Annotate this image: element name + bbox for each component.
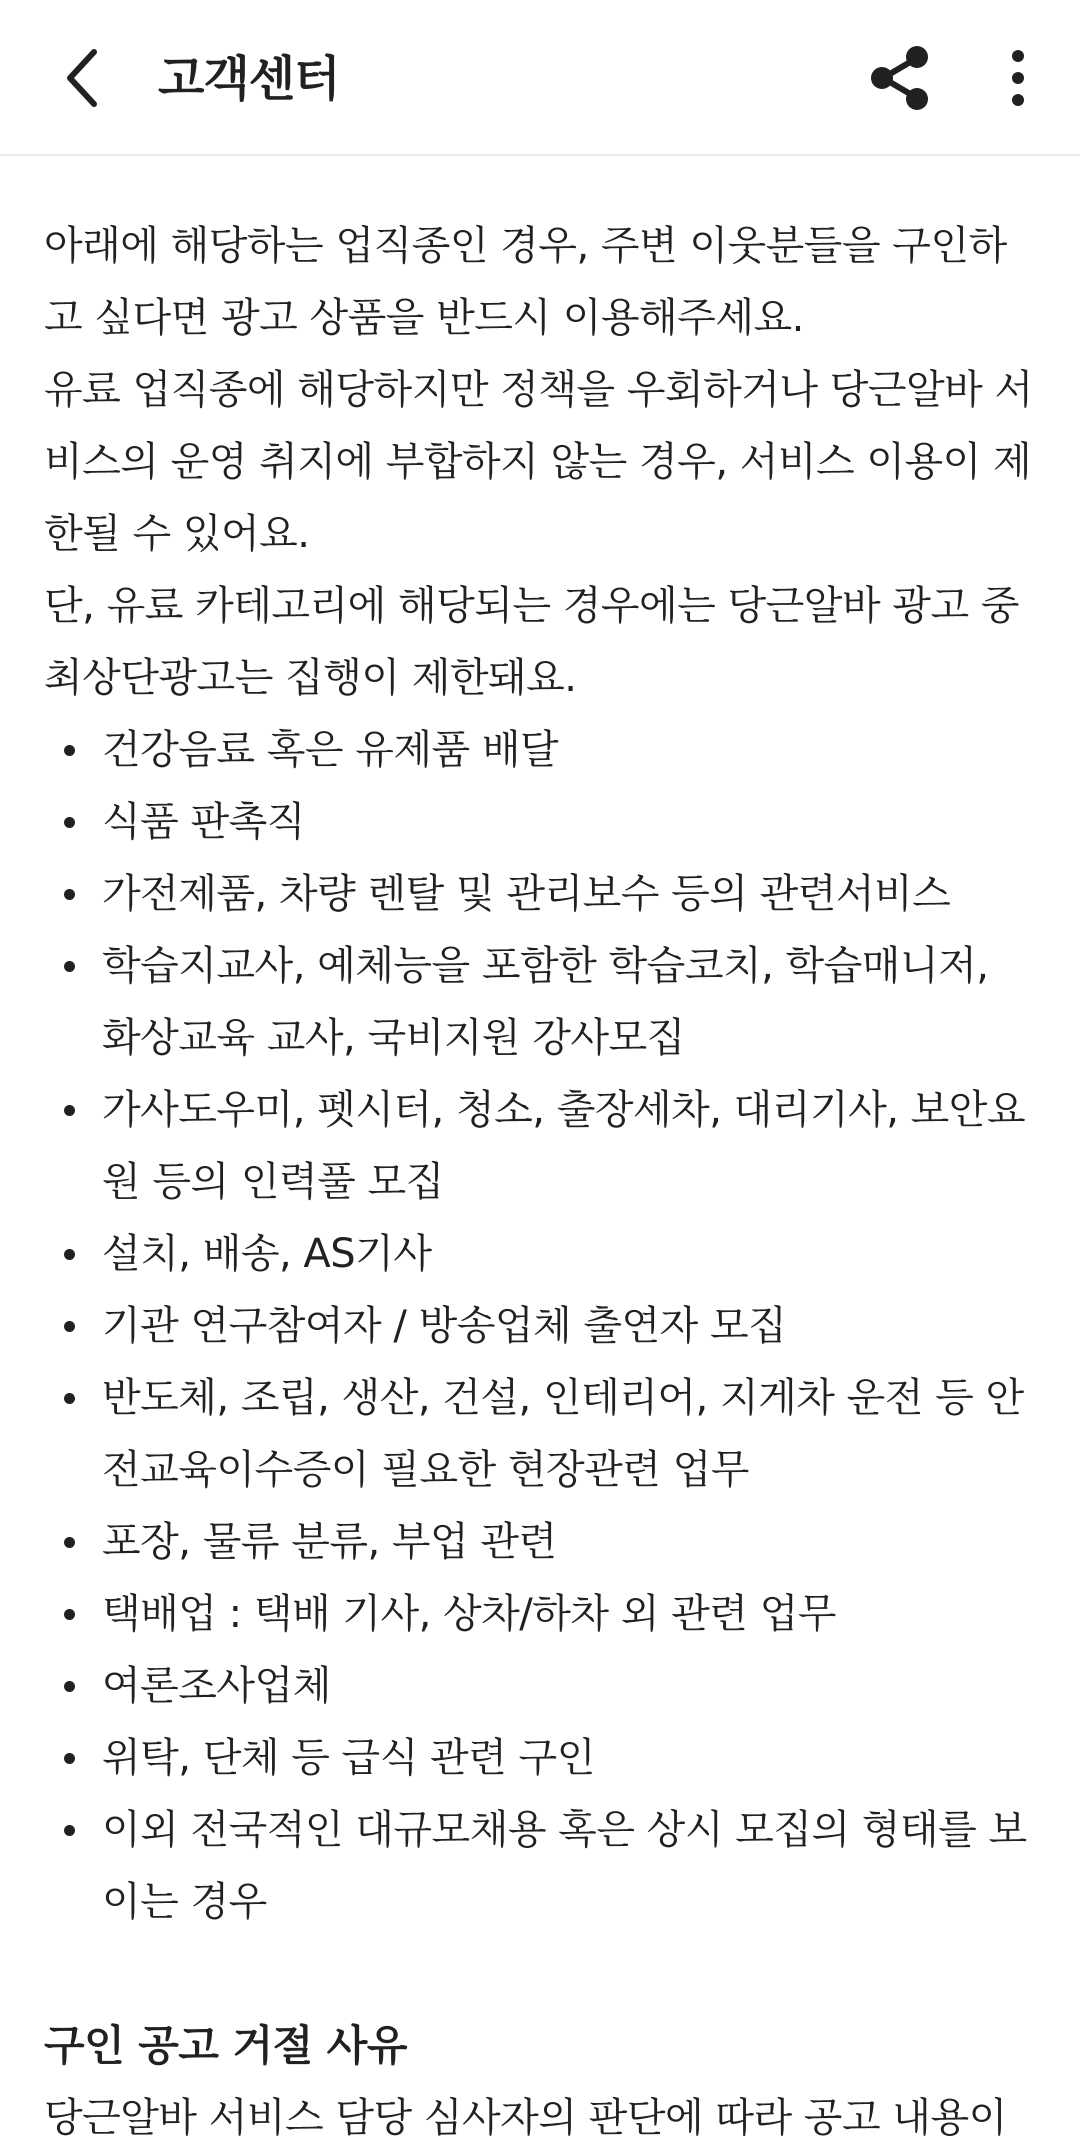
list-item: 식품 판촉직 xyxy=(44,786,1036,858)
help-article-content xyxy=(44,210,1036,2154)
list-item: 학습지교사, 예체능을 포함한 학습코치, 학습매니저, 화상교육 교사, 국비지원 강사모집 xyxy=(44,930,1036,1074)
page-title: 고객센터 xyxy=(158,51,340,107)
section-paragraph: 당근알바 서비스 담당 심사자의 판단에 따라 공고 내용이 xyxy=(44,2095,1007,2141)
intro-paragraph: 아래에 해당하는 업직종인 경우, 주변 이웃분들을 구인하고 싶다면 광고 상품을 반드시 이용해주세요. xyxy=(44,223,1007,341)
list-item: 가전제품, 차량 렌탈 및 관리보수 등의 관련서비스 xyxy=(44,858,1036,930)
list-item: 반도체, 조립, 생산, 건설, 인테리어, 지게차 운전 등 안전교육이수증이 필요한 현장관련 업무 xyxy=(44,1362,1036,1506)
list-item: 건강음료 혹은 유제품 배달 xyxy=(44,714,1036,786)
more-button[interactable] xyxy=(980,40,1056,116)
list-item: 가사도우미, 펫시터, 청소, 출장세차, 대리기사, 보안요원 등의 인력풀 모집 xyxy=(44,1074,1036,1218)
section-title: 구인 공고 거절 사유 xyxy=(44,2021,407,2070)
list-item: 기관 연구참여자 / 방송업체 출연자 모집 xyxy=(44,1290,1036,1362)
chevron-left-icon xyxy=(62,48,102,108)
intro-paragraph: 단, 유료 카테고리에 해당되는 경우에는 당근알바 광고 중 최상단광고는 집행이 제한돼요. xyxy=(44,583,1019,701)
list-item: 설치, 배송, AS기사 xyxy=(44,1218,1036,1290)
list-item: 위탁, 단체 등 급식 관련 구인 xyxy=(44,1722,1036,1794)
share-button[interactable] xyxy=(862,40,938,116)
list-item: 이외 전국적인 대규모채용 혹은 상시 모집의 형태를 보이는 경우 xyxy=(44,1794,1036,1938)
more-vertical-icon xyxy=(1010,48,1026,108)
share-icon xyxy=(869,45,931,111)
paid-category-list xyxy=(44,714,1036,1938)
list-item: 포장, 물류 분류, 부업 관련 xyxy=(44,1506,1036,1578)
list-item: 택배업 : 택배 기사, 상차/하차 외 관련 업무 xyxy=(44,1578,1036,1650)
back-button[interactable] xyxy=(44,40,120,116)
list-item: 여론조사업체 xyxy=(44,1650,1036,1722)
app-bar xyxy=(0,0,1080,156)
intro-paragraph: 유료 업직종에 해당하지만 정책을 우회하거나 당근알바 서비스의 운영 취지에 부합하지 않는 경우, 서비스 이용이 제한될 수 있어요. xyxy=(44,367,1033,557)
